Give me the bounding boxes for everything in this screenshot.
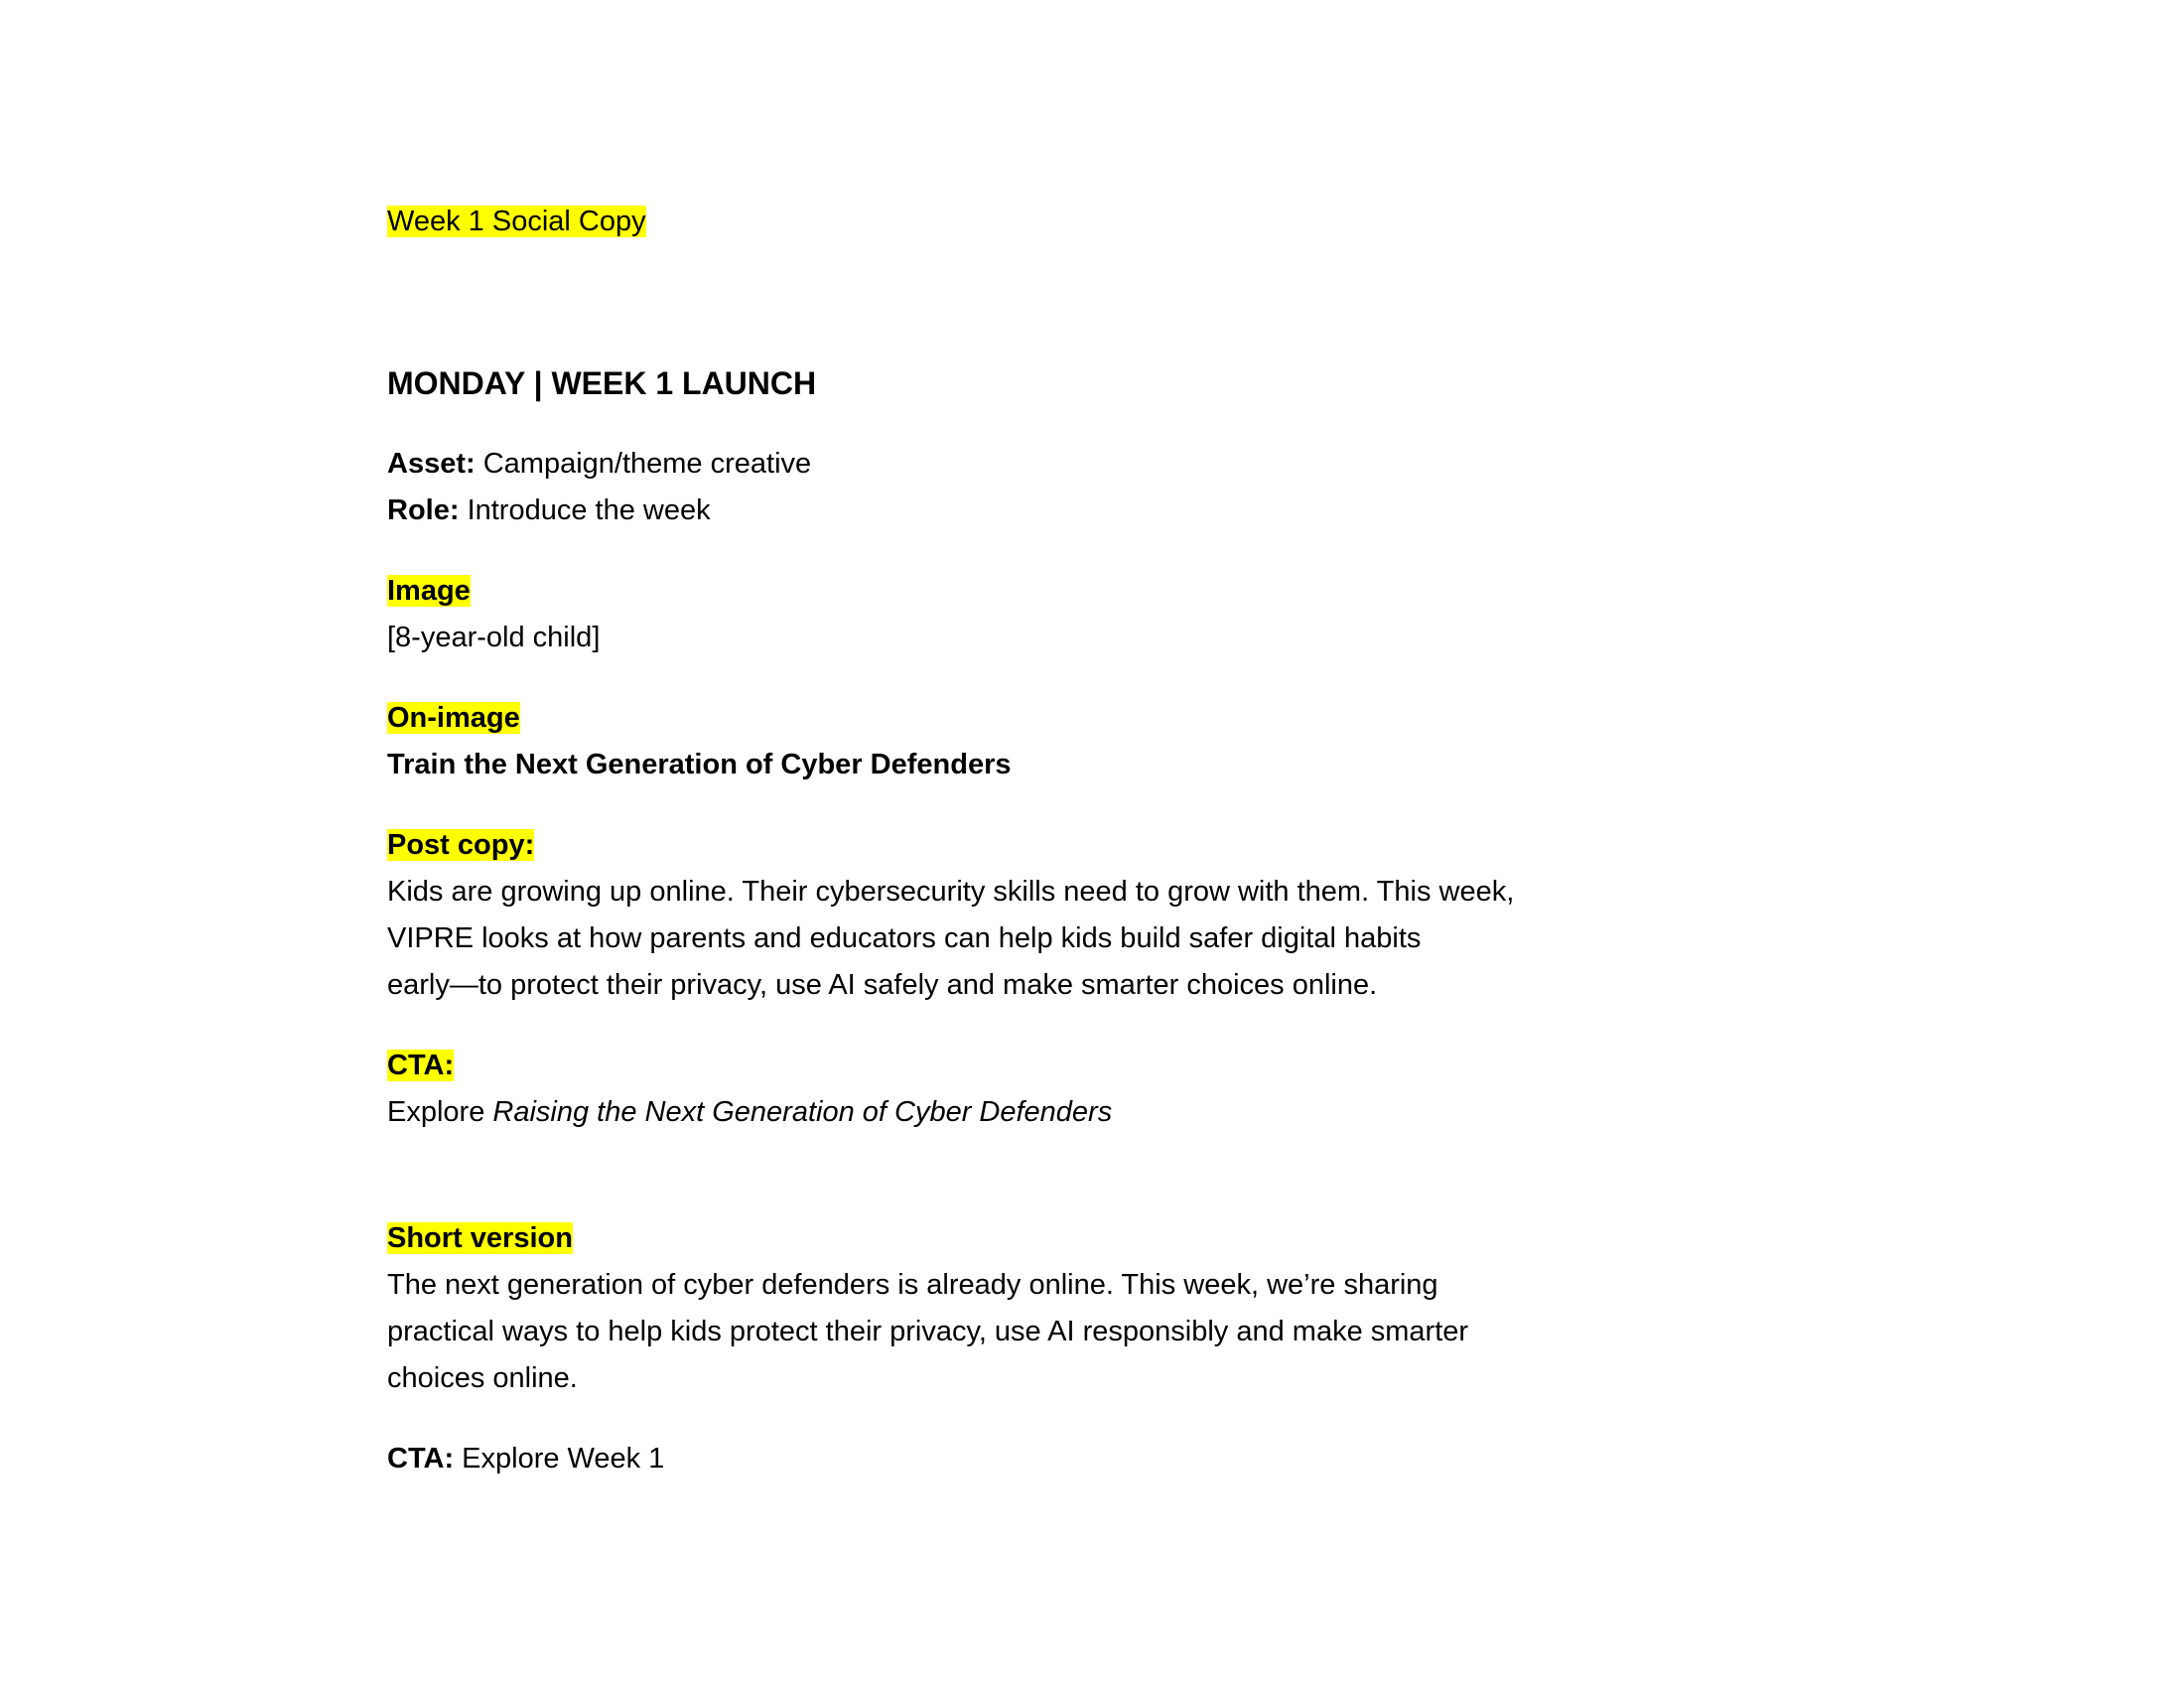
image-label: Image [387, 575, 471, 607]
on-image-label: On-image [387, 702, 520, 734]
on-image-block [387, 695, 1678, 788]
short-cta-value: Explore Week 1 [462, 1443, 665, 1475]
role-value: Introduce the week [467, 494, 711, 526]
cta-label: CTA: [387, 1050, 455, 1081]
cta-block [387, 1043, 1678, 1136]
short-version-line: practical ways to help kids protect their privacy, use AI responsibly and make smarter [387, 1316, 1469, 1347]
post-copy-line: VIPRE looks at how parents and educators can help kids build safer digital habits [387, 922, 1422, 954]
cta-title: Raising the Next Generation of Cyber Defenders [492, 1096, 1113, 1128]
cta-prefix: Explore [387, 1096, 485, 1128]
post-copy-line: Kids are growing up online. Their cybersecurity skills need to grow with them. This week, [387, 876, 1515, 908]
document-title: Week 1 Social Copy [387, 206, 646, 237]
short-cta-label: CTA: [387, 1443, 455, 1475]
role-label: Role: [387, 494, 460, 526]
asset-role-block [387, 441, 1678, 534]
post-copy-block [387, 822, 1678, 1009]
day-heading: MONDAY | WEEK 1 LAUNCH [387, 365, 817, 401]
short-version-label: Short version [387, 1222, 573, 1254]
image-block [387, 568, 1678, 661]
asset-label: Asset: [387, 448, 476, 480]
asset-line [387, 441, 1678, 488]
post-copy-label: Post copy: [387, 829, 535, 861]
cta-line [387, 1089, 1678, 1136]
short-version-block [387, 1215, 1678, 1402]
document-title-block [387, 199, 1678, 245]
short-version-line: choices online. [387, 1362, 578, 1394]
role-line [387, 488, 1678, 534]
short-cta-block [387, 1436, 1678, 1482]
image-value: [8-year-old child] [387, 622, 601, 653]
document-content [387, 199, 1678, 1516]
short-version-line: The next generation of cyber defenders is already online. This week, we’re sharing [387, 1269, 1438, 1301]
post-copy-line: early—to protect their privacy, use AI safely and make smarter choices online. [387, 969, 1378, 1001]
on-image-value: Train the Next Generation of Cyber Defenders [387, 749, 1012, 780]
short-cta-line [387, 1436, 1678, 1482]
asset-value: Campaign/theme creative [482, 448, 812, 480]
